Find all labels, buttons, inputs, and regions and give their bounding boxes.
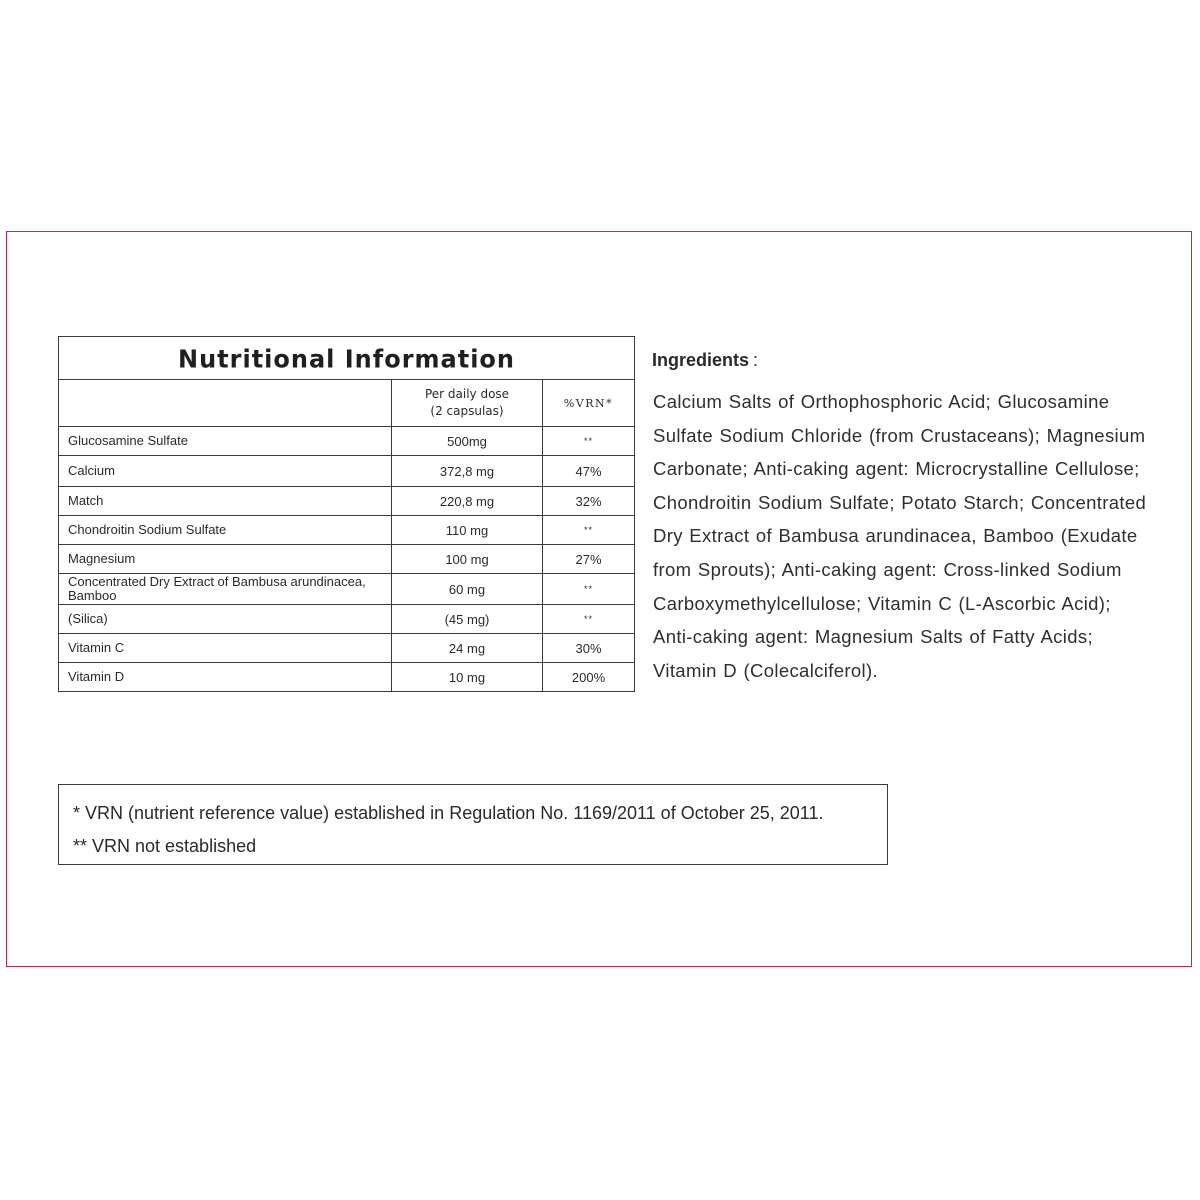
- nutrition-table-title: Nutritional Information: [59, 335, 635, 380]
- nutrient-header-blank: [59, 380, 392, 427]
- nutrient-vrn: **: [543, 574, 635, 605]
- table-row: [59, 545, 635, 574]
- ingredients-heading-text: Ingredients: [652, 350, 750, 370]
- ingredients-line: Anti-caking agent: Magnesium Salts of Fatty Acids;: [653, 626, 1093, 648]
- dose-column-header: [392, 380, 543, 427]
- ingredients-line: Sulfate Sodium Chloride (from Crustaceans); Magnesium: [653, 424, 1146, 446]
- table-row: [59, 634, 635, 663]
- nutrient-name: Magnesium: [59, 545, 392, 574]
- ingredients-line: Carboxymethylcellulose; Vitamin C (L-Ascorbic Acid);: [653, 592, 1111, 614]
- nutrient-dose: 220,8 mg: [392, 487, 543, 516]
- nutrient-name: Calcium: [59, 456, 392, 487]
- nutrient-dose: (45 mg): [392, 605, 543, 634]
- nutrient-vrn: 32%: [543, 487, 635, 516]
- nutrient-dose: 110 mg: [392, 516, 543, 545]
- ingredients-line: Vitamin D (Colecalciferol).: [653, 659, 878, 681]
- nutrient-dose: 372,8 mg: [392, 456, 543, 487]
- nutrient-vrn: 200%: [543, 663, 635, 692]
- nutrition-table: [58, 336, 635, 692]
- nutrient-name: Glucosamine Sulfate: [59, 427, 392, 456]
- nutrient-vrn: 27%: [543, 545, 635, 574]
- footnote-vrn-definition: * VRN (nutrient reference value) established in Regulation No. 1169/2011 of October 25, 2011.: [73, 803, 824, 823]
- ingredients-line: Carbonate; Anti-caking agent: Microcrystalline Cellulose;: [653, 458, 1140, 480]
- nutrient-dose: 100 mg: [392, 545, 543, 574]
- nutrient-vrn: 47%: [543, 456, 635, 487]
- nutrient-dose: 60 mg: [392, 574, 543, 605]
- table-row: [59, 516, 635, 545]
- nutrient-name: Vitamin C: [59, 634, 392, 663]
- nutrient-name: (Silica): [59, 605, 392, 634]
- ingredients-line: Chondroitin Sodium Sulfate; Potato Starch; Concentrated: [653, 491, 1147, 513]
- table-row: [59, 574, 635, 605]
- nutrient-name: Vitamin D: [59, 663, 392, 692]
- ingredients-heading: [652, 350, 758, 371]
- table-row: [59, 487, 635, 516]
- nutrient-vrn: **: [543, 605, 635, 634]
- nutrient-name: Chondroitin Sodium Sulfate: [59, 516, 392, 545]
- nutrient-name: Match: [59, 487, 392, 516]
- table-row: [59, 663, 635, 692]
- ingredients-heading-colon: :: [753, 350, 759, 370]
- nutrient-dose: 24 mg: [392, 634, 543, 663]
- table-row: [59, 427, 635, 456]
- table-row: [59, 605, 635, 634]
- footnote-vrn-not-established: ** VRN not established: [73, 836, 257, 856]
- ingredients-line: Calcium Salts of Orthophosphoric Acid; Glucosamine: [653, 391, 1110, 412]
- dose-header-line2: (2 capsulas): [430, 404, 504, 418]
- nutrient-name: Concentrated Dry Extract of Bambusa arundinacea, Bamboo: [59, 574, 392, 605]
- dose-header-line1: Per daily dose: [424, 387, 510, 401]
- ingredients-list: [653, 385, 1153, 687]
- table-row: [59, 456, 635, 487]
- vrn-column-header: %VRN*: [543, 380, 635, 427]
- nutrient-vrn: **: [543, 427, 635, 456]
- nutrient-vrn: **: [543, 516, 635, 545]
- ingredients-line: Dry Extract of Bambusa arundinacea, Bamboo (Exudate: [653, 525, 1138, 547]
- nutrient-vrn: 30%: [543, 634, 635, 663]
- footnote-box: [58, 784, 888, 865]
- ingredients-line: from Sprouts); Anti-caking agent: Cross-linked Sodium: [653, 558, 1122, 580]
- nutrient-dose: 500mg: [392, 427, 543, 456]
- nutrient-dose: 10 mg: [392, 663, 543, 692]
